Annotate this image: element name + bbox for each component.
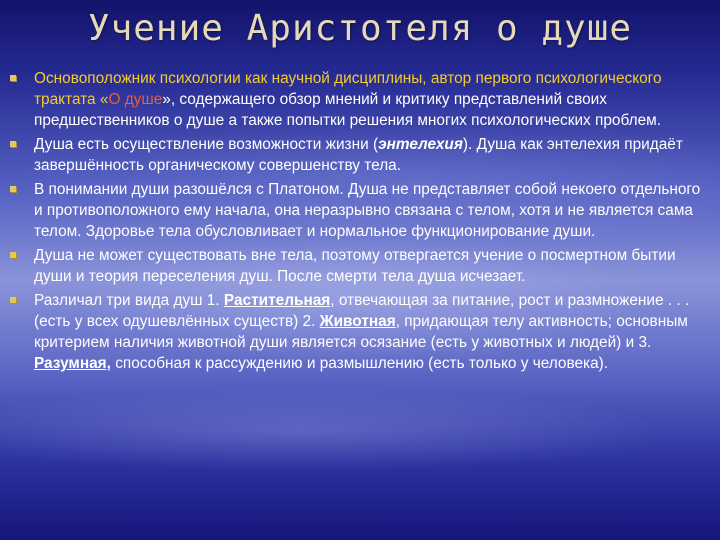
bullet-item xyxy=(10,179,710,242)
bullet-item xyxy=(10,134,710,176)
bullet-text: Основоположник психологии как научной дисциплины, автор первого психологического трактата « xyxy=(34,70,662,108)
bullet-item xyxy=(10,68,710,131)
bullet-text: Душа есть осуществление возможности жизни ( xyxy=(34,136,379,153)
slide-title: Учение Аристотеля о душе xyxy=(87,8,633,49)
bullet-list xyxy=(10,68,710,377)
treatise-title: О душе xyxy=(108,91,163,108)
bullet-text: способная к рассуждению и размышлению (есть только у человека). xyxy=(110,355,609,372)
soul-type-rational: Разумная, xyxy=(34,355,111,372)
bullet-square-icon xyxy=(10,141,16,147)
bullet-square-icon xyxy=(10,186,16,192)
bullet-text: Различал три вида душ 1. xyxy=(34,292,224,309)
term-entelechy: энтелехия xyxy=(378,136,463,153)
bullet-text: », содержащего обзор мнений и критику представлений своих предшественников о душе а также попытки решения многих психологических проблем. xyxy=(34,91,661,129)
soul-type-animal: Животная xyxy=(319,313,396,330)
bullet-text: , придающая телу активность; основным критерием наличия животной души является осязание (есть у животных и людей) и 3. xyxy=(34,313,688,351)
bullet-text: ). Душа как энтелехия придаёт завершённость органическому совершенству тела. xyxy=(34,136,683,174)
bullet-square-icon xyxy=(10,297,16,303)
bullet-text: , отвечающая за питание, рост и размножение . . . (есть у всех одушевлённых существ) 2. xyxy=(34,292,690,330)
bullet-square-icon xyxy=(10,75,16,81)
bullet-item xyxy=(10,290,710,374)
bullet-text: В понимании души разошёлся с Платоном. Душа не представляет собой некоего отдельного и противоположного ему начала, она неразрывно связана с телом, хотя и не является сама телом. Здоровье тела обусловливает и нормальное функционирование души. xyxy=(34,181,701,240)
bullet-text: Душа не может существовать вне тела, поэтому отвергается учение о посмертном бытии души и теория переселения душ. После смерти тела душа исчезает. xyxy=(34,247,676,285)
soul-type-vegetative: Растительная xyxy=(223,292,331,309)
bullet-square-icon xyxy=(10,252,16,258)
bullet-item xyxy=(10,245,710,287)
